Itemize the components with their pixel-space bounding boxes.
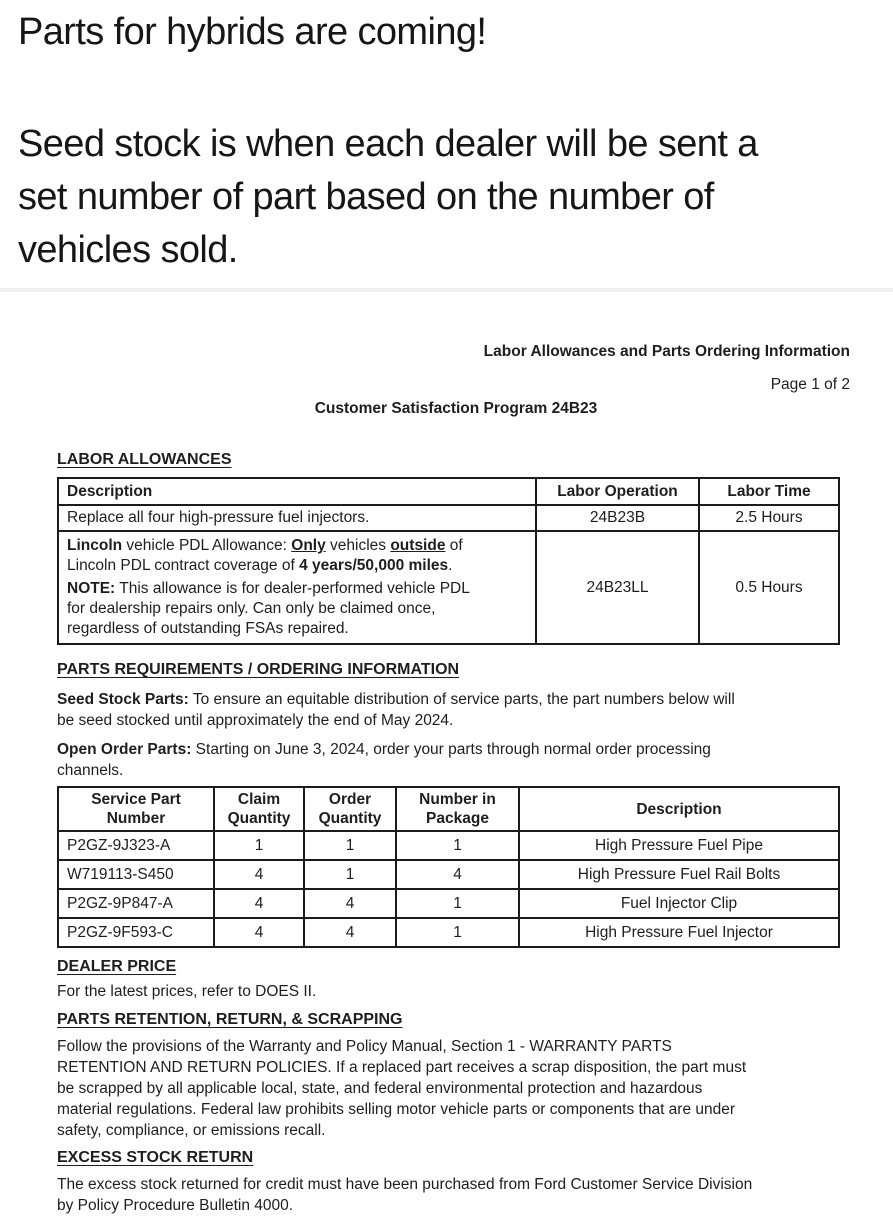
labor-row-description (58, 531, 536, 644)
table-cell: P2GZ-9F593-C (58, 918, 214, 947)
labor-row-operation: 24B23B (536, 505, 699, 531)
column-header-labor-operation: Labor Operation (536, 478, 699, 505)
column-header-description: Description (58, 478, 536, 505)
page-indicator: Page 1 of 2 (770, 376, 850, 393)
table-cell: P2GZ-9P847-A (58, 889, 214, 918)
table-row (58, 889, 839, 918)
table-cell: 1 (396, 831, 519, 860)
labor-allowances-heading: LABOR ALLOWANCES (57, 451, 232, 468)
table-row (58, 918, 839, 947)
document-page (0, 292, 893, 1216)
document-title: Labor Allowances and Parts Ordering Information (483, 343, 850, 360)
seed-stock-paragraph: Seed Stock Parts: To ensure an equitable distribution of service parts, the part numbers below will be seed stocked until approximately the end of May 2024. (57, 691, 735, 729)
table-cell: High Pressure Fuel Pipe (519, 831, 839, 860)
excess-stock-heading: EXCESS STOCK RETURN (57, 1149, 254, 1166)
open-order-paragraph: Open Order Parts: Starting on June 3, 2024, order your parts through normal order processing channels. (57, 741, 711, 779)
labor-allowances-table (57, 477, 840, 645)
table-row (58, 505, 839, 531)
table-cell: 1 (214, 831, 304, 860)
table-row (58, 860, 839, 889)
labor-row-time: 2.5 Hours (699, 505, 839, 531)
note-body-line: Seed stock is when each dealer will be sent a (18, 123, 758, 165)
table-cell: High Pressure Fuel Rail Bolts (519, 860, 839, 889)
pdl-allowance-text: Lincoln vehicle PDL Allowance: Only vehicles outside of Lincoln PDL contract coverage of 4 years/50,000 miles. (67, 537, 463, 574)
column-header-labor-time: Labor Time (699, 478, 839, 505)
table-cell: 1 (396, 918, 519, 947)
pdl-allowance-note: NOTE: This allowance is for dealer-performed vehicle PDL for dealership repairs only. Can only be claimed once, regardless of outstanding FSAs repaired. (67, 580, 470, 637)
dealer-price-heading: DEALER PRICE (57, 958, 177, 975)
note-body-line: vehicles sold. (18, 229, 238, 271)
labor-row-description: Replace all four high-pressure fuel injectors. (58, 505, 536, 531)
program-title: Customer Satisfaction Program 24B23 (314, 400, 598, 417)
table-cell: W719113-S450 (58, 860, 214, 889)
table-cell: High Pressure Fuel Injector (519, 918, 839, 947)
table-cell: P2GZ-9J323-A (58, 831, 214, 860)
column-header: Number in Package (396, 787, 519, 831)
table-cell: 4 (214, 918, 304, 947)
column-header: Description (519, 787, 839, 831)
column-header: Service Part Number (58, 787, 214, 831)
labor-row-operation: 24B23LL (536, 531, 699, 644)
note-body-line: set number of part based on the number of (18, 176, 714, 218)
table-cell: Fuel Injector Clip (519, 889, 839, 918)
table-header-row (58, 478, 839, 505)
note-block (0, 0, 893, 277)
table-cell: 4 (304, 889, 396, 918)
parts-table-body (58, 831, 839, 947)
dealer-price-text: For the latest prices, refer to DOES II. (57, 983, 317, 1000)
excess-stock-text: The excess stock returned for credit must have been purchased from Ford Customer Service Division by Policy Procedure Bulletin 4000. (57, 1176, 753, 1214)
table-cell: 4 (396, 860, 519, 889)
table-cell: 1 (396, 889, 519, 918)
parts-retention-text: Follow the provisions of the Warranty and Policy Manual, Section 1 - WARRANTY PARTS RETENTION AND RETURN POLICIES. If a replaced part receives a scrap disposition, the part must be scrapped by all applicable local, state, and federal environmental protection and hazardous material regulations. Federal law prohibits selling motor vehicle parts or components that are under safety, compliance, or emissions recall. (57, 1038, 747, 1139)
table-cell: 4 (304, 918, 396, 947)
table-row (58, 531, 839, 644)
note-heading: Parts for hybrids are coming! (18, 11, 487, 53)
parts-table (57, 786, 840, 948)
table-cell: 1 (304, 831, 396, 860)
table-header-row (58, 787, 839, 831)
parts-requirements-heading: PARTS REQUIREMENTS / ORDERING INFORMATION (57, 661, 460, 678)
column-header: Claim Quantity (214, 787, 304, 831)
table-cell: 1 (304, 860, 396, 889)
parts-retention-heading: PARTS RETENTION, RETURN, & SCRAPPING (57, 1011, 403, 1028)
table-cell: 4 (214, 889, 304, 918)
labor-row-time: 0.5 Hours (699, 531, 839, 644)
column-header: Order Quantity (304, 787, 396, 831)
table-row (58, 831, 839, 860)
parts-table-header (58, 787, 839, 831)
table-cell: 4 (214, 860, 304, 889)
